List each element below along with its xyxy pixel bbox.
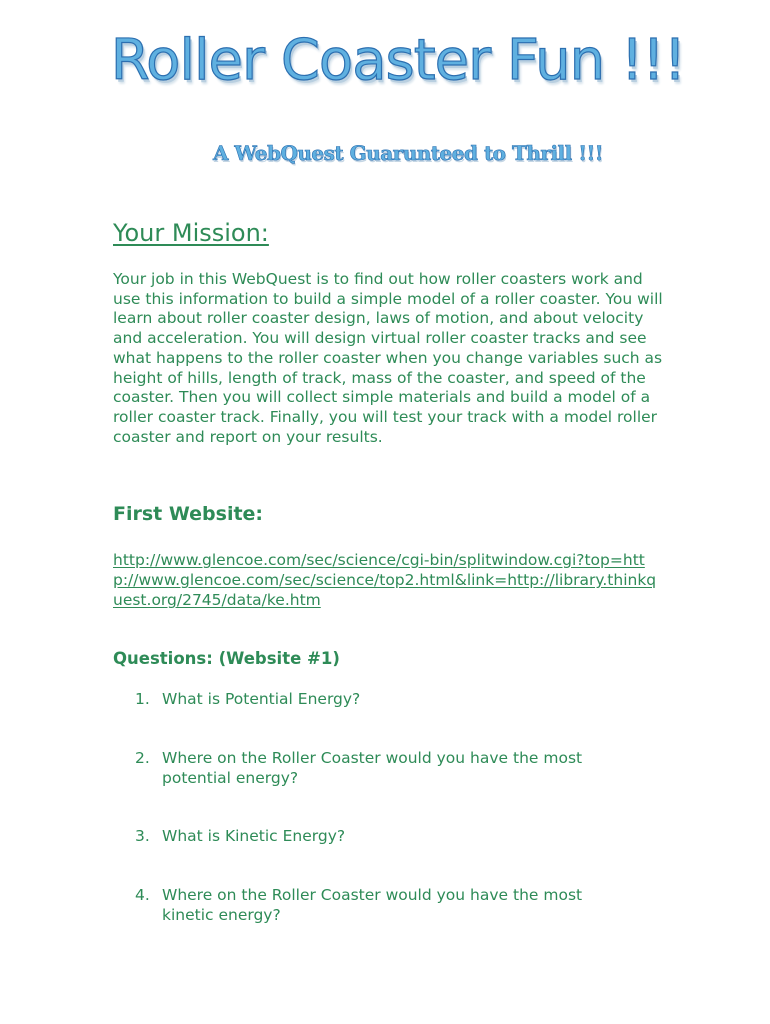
question-text: What is Kinetic Energy? <box>162 827 346 845</box>
question-item <box>135 885 635 925</box>
mission-heading: Your Mission: <box>113 219 269 247</box>
mission-body: Your job in this WebQuest is to find out how roller coasters work and use this information to build a simple model of a roller coaster. You will learn about roller coaster design, laws of motion, and about velocity and acceleration. You will design virtual roller coaster tracks and see what happens to the roller coaster when you change variables such as height of hills, length of track, mass of the coaster, and speed of the coaster. Then you will collect simple materials and build a model of a roller coaster track. Finally, you will test your track with a model roller coaster and report on your results. <box>113 270 663 446</box>
question-item <box>135 748 635 788</box>
first-website-heading: First Website: <box>113 503 264 525</box>
question-text: Where on the Roller Coaster would you have the most kinetic energy? <box>162 886 583 924</box>
first-website-link[interactable]: http://www.glencoe.com/sec/science/cgi-bin/splitwindow.cgi?top=http://www.glencoe.com/sec/science/top2.html&link=http://library.thinkquest.org/2745/data/ke.htm <box>113 551 657 609</box>
questions-heading: Questions: (Website #1) <box>113 649 340 668</box>
question-number: 4. <box>135 886 150 904</box>
page-title: Roller Coaster Fun !!! <box>110 28 686 93</box>
question-text: What is Potential Energy? <box>162 690 361 708</box>
question-number: 3. <box>135 827 150 845</box>
question-item <box>135 826 635 846</box>
question-number: 2. <box>135 749 150 767</box>
question-number: 1. <box>135 690 150 708</box>
question-text: Where on the Roller Coaster would you have the most potential energy? <box>162 749 583 787</box>
page-subtitle: A WebQuest Guarunteed to Thrill !!! <box>212 141 604 165</box>
question-item <box>135 689 635 709</box>
